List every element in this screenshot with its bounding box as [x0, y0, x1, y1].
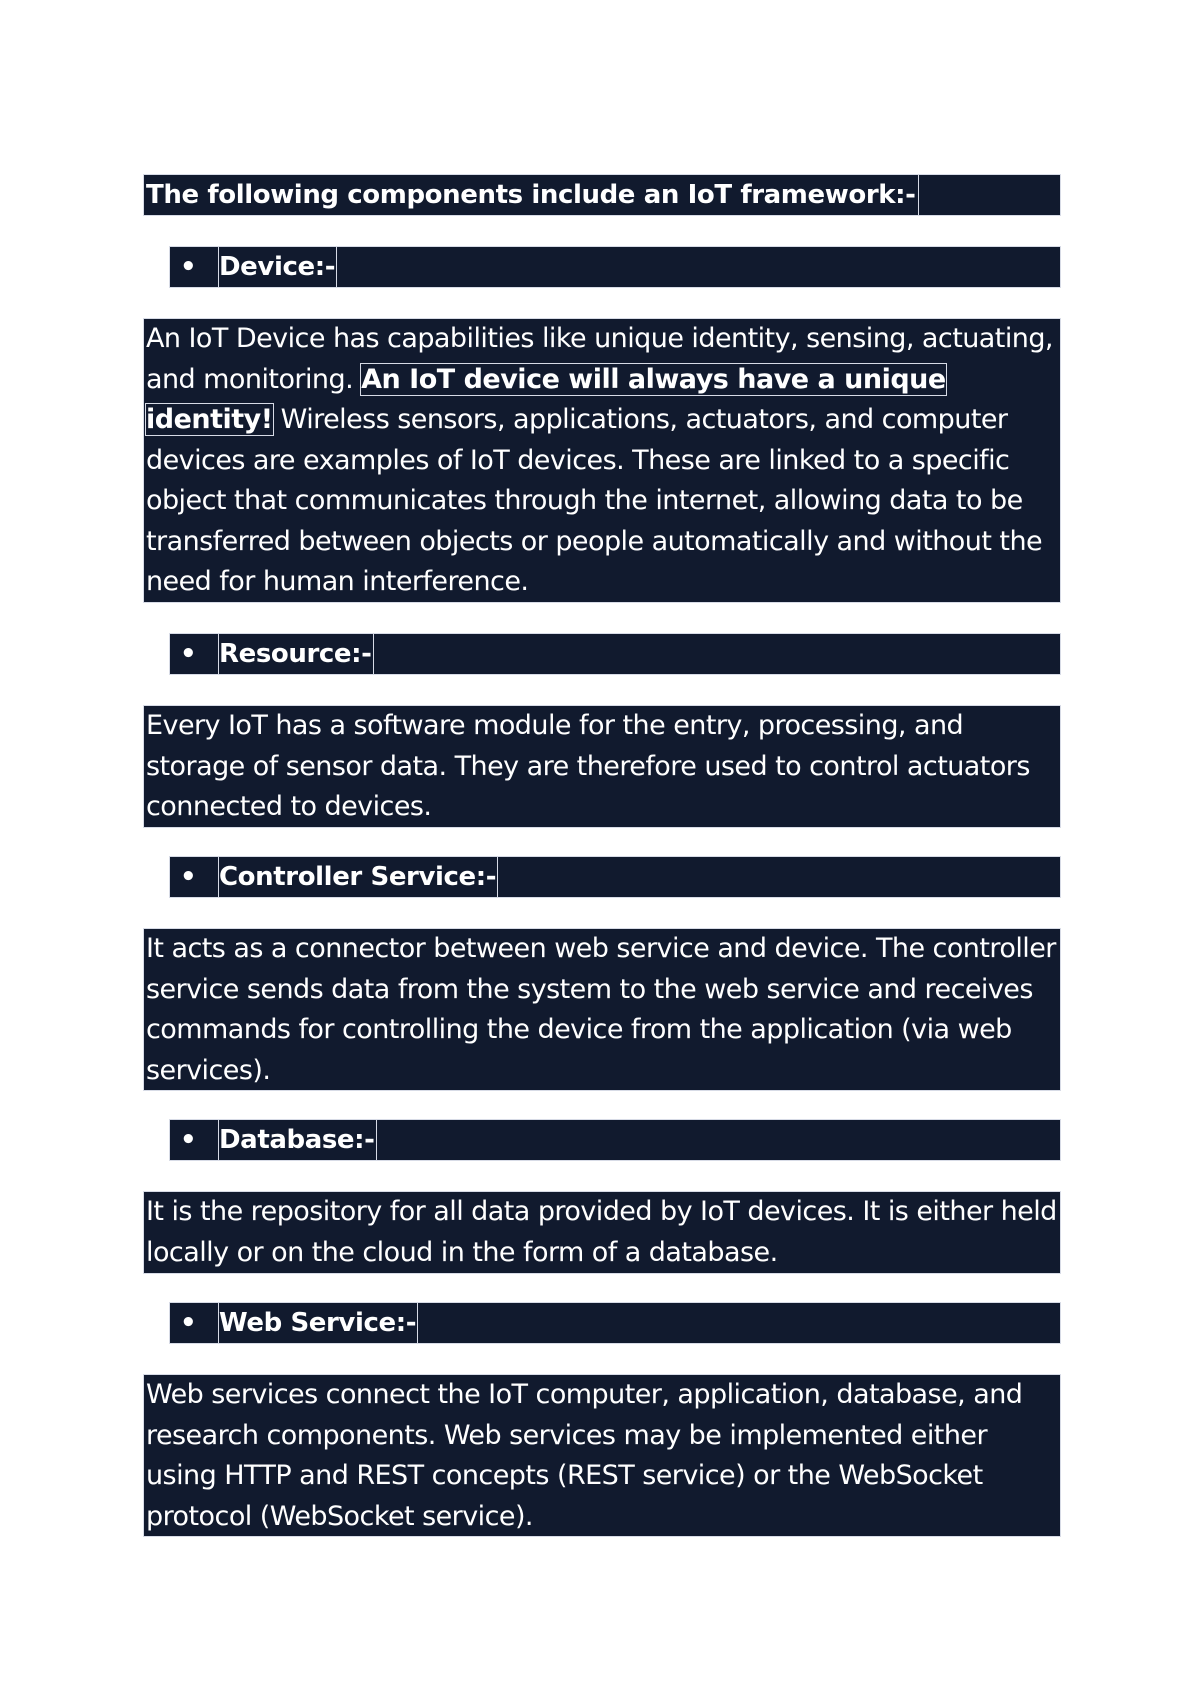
section-body-text: An IoT Device has capabilities like unique identity, sensing, actuating, and monitoring.	[146, 323, 1053, 395]
section-body-text: Web services connect the IoT computer, application, database, and research components. Web services may be implemented either using HTTP and REST concepts (REST service) or the WebSocket protocol (WebSocket service).	[146, 1379, 1023, 1532]
section-heading-label: Database:-	[219, 1120, 377, 1160]
section-body-database	[144, 1192, 1060, 1273]
bullet-icon: •	[180, 862, 197, 892]
section-heading-label: Controller Service:-	[219, 857, 498, 897]
section-body-resource	[144, 706, 1060, 827]
section-heading-label: Resource:-	[219, 634, 374, 674]
page-title-text: The following components include an IoT framework:-	[146, 175, 919, 215]
section-heading-label: Device:-	[219, 247, 337, 287]
section-heading-label: Web Service:-	[219, 1303, 418, 1343]
section-body-web-service	[144, 1375, 1060, 1536]
section-body-text: It acts as a connector between web service and device. The controller service sends data from the system to the web service and receives commands for controlling the device from the application (via web services).	[146, 933, 1056, 1086]
bullet-icon: •	[180, 252, 197, 282]
section-heading-database	[170, 1120, 1060, 1160]
section-body-controller-service	[144, 929, 1060, 1090]
section-heading-web-service	[170, 1303, 1060, 1343]
bullet-icon: •	[180, 1125, 197, 1155]
section-body-emphasis: An IoT device will always have a unique identity!	[146, 363, 946, 435]
bullet-icon: •	[180, 1308, 197, 1338]
section-body-device	[144, 319, 1060, 602]
page-title	[144, 175, 1060, 215]
bullet-icon: •	[180, 639, 197, 669]
section-heading-resource	[170, 634, 1060, 674]
section-body-text: Wireless sensors, applications, actuators, and computer devices are examples of IoT devices. These are linked to a specific object that communicates through the internet, allowing data to be transferred between objects or people automatically and without the need for human interference.	[146, 404, 1043, 597]
section-body-text: Every IoT has a software module for the entry, processing, and storage of sensor data. They are therefore used to control actuators connected to devices.	[146, 710, 1030, 822]
section-body-text: It is the repository for all data provided by IoT devices. It is either held locally or on the cloud in the form of a database.	[146, 1196, 1057, 1268]
section-heading-device	[170, 247, 1060, 287]
section-heading-controller-service	[170, 857, 1060, 897]
